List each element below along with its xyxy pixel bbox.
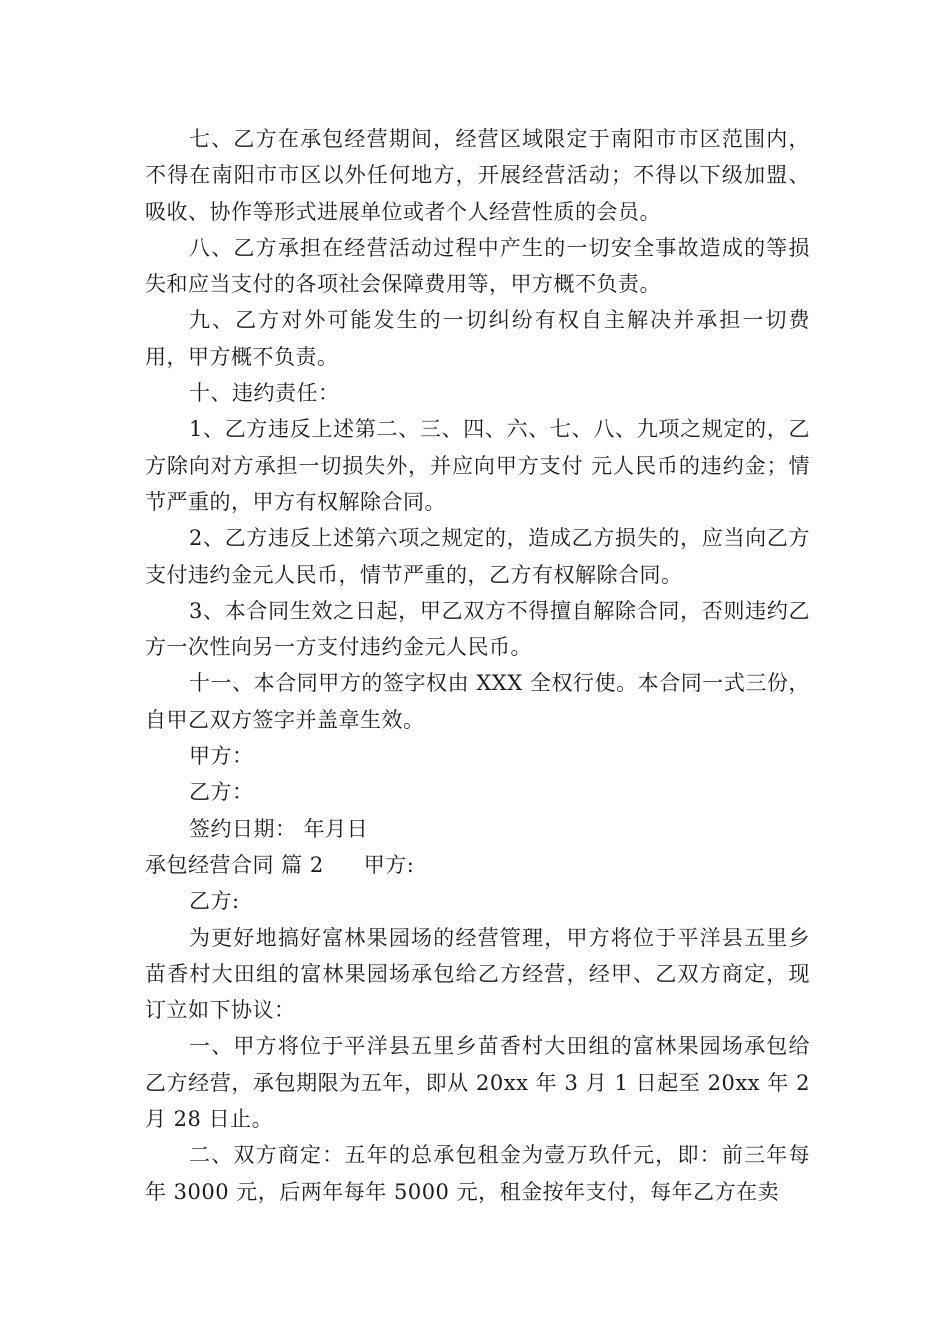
section-2-clause-1: 一、甲方将位于平洋县五里乡苗香村大田组的富林果园场承包给乙方经营，承包期限为五年，即从 20xx 年 3 月 1 日起至 20xx 年 2 月 28 日止。 — [145, 1034, 810, 1132]
document-body — [145, 121, 810, 1210]
party-b-signature-label: 乙方： — [189, 780, 254, 805]
clause-11: 十一、本合同甲方的签字权由 XXX 全权行使。本合同一式三份，自甲乙双方签字并盖章生效。 — [145, 671, 810, 732]
clause-8: 八、乙方承担在经营活动过程中产生的一切安全事故造成的等损失和应当支付的各项社会保障费用等，甲方概不负责。 — [145, 235, 810, 297]
clause-10-heading: 十、违约责任： — [189, 381, 340, 406]
section-2-title-line — [145, 847, 810, 883]
section-2-intro: 为更好地搞好富林果园场的经营管理，甲方将位于平洋县五里乡苗香村大田组的富林果园场承包给乙方经营，经甲、乙双方商定，现订立如下协议： — [145, 925, 810, 1023]
section-2-title: 承包经营合同 篇 2 — [145, 852, 324, 877]
clause-10-item-1: 1、乙方违反上述第二、三、四、六、七、八、九项之规定的，乙方除向对方承担一切损失外，并应向甲方支付 元人民币的违约金；情节严重的，甲方有权解除合同。 — [145, 417, 810, 514]
party-a-signature-label: 甲方： — [189, 744, 254, 769]
clause-9: 九、乙方对外可能发生的一切纠纷有权自主解决并承担一切费用，甲方概不负责。 — [145, 308, 810, 369]
section-2-party-b: 乙方: — [189, 889, 240, 914]
clause-10-item-2: 2、乙方违反上述第六项之规定的，造成乙方损失的，应当向乙方支付违约金元人民币，情节严重的，乙方有权解除合同。 — [145, 526, 810, 587]
section-2-party-a: 甲方: — [363, 852, 415, 877]
clause-7: 七、乙方在承包经营期间，经营区域限定于南阳市市区范围内，不得在南阳市市区以外任何地方，开展经营活动；不得以下级加盟、吸收、协作等形式进展单位或者个人经营性质的会员。 — [145, 127, 810, 224]
section-2-clause-2: 二、双方商定：五年的总承包租金为壹万玖仟元，即：前三年每年 3000 元，后两年每年 5000 元，租金按年支付，每年乙方在卖 — [145, 1143, 810, 1204]
clause-10-item-3: 3、本合同生效之日起，甲乙双方不得擅自解除合同，否则违约乙方一次性向另一方支付违约金元人民币。 — [145, 598, 810, 660]
signing-date-label: 签约日期： 年月日 — [189, 816, 369, 841]
